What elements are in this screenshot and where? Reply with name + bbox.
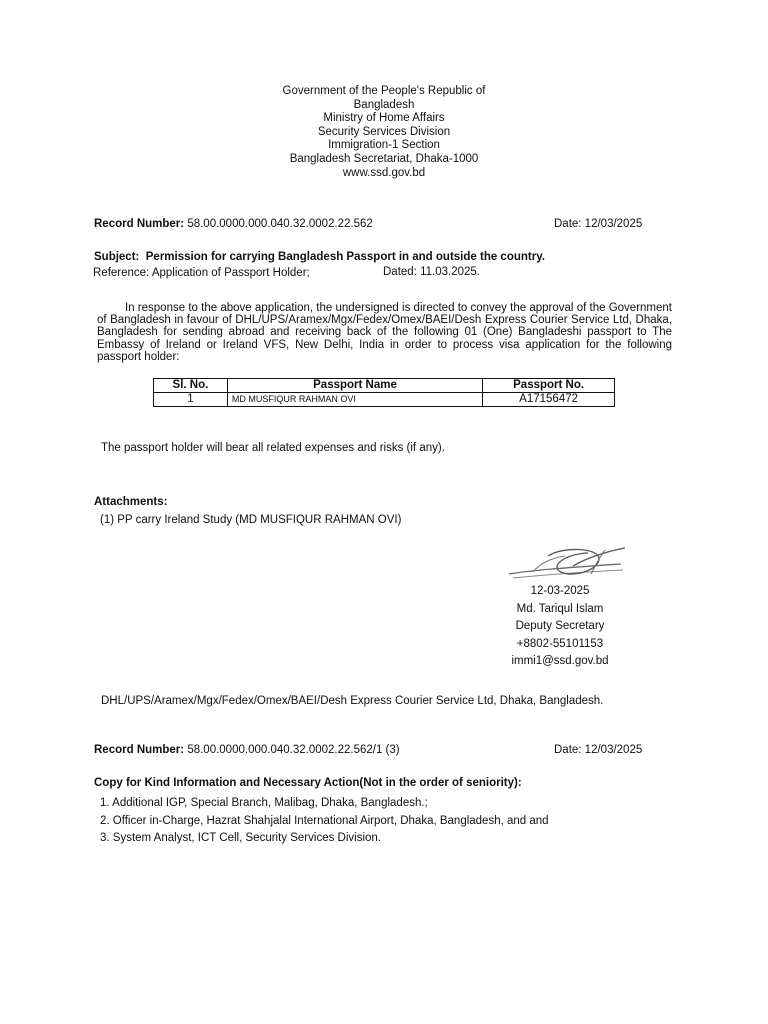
letterhead-line: Bangladesh Secretariat, Dhaka-1000 [289,152,479,165]
reference-text: Application of Passport Holder; [151,267,310,279]
table-header-row [154,379,615,393]
letterhead-line: Bangladesh [353,98,415,111]
record-number-value-2: 58.00.0000.000.040.32.0002.22.562/1 (3) [187,744,400,756]
letterhead-line: Government of the People's Republic of [282,85,486,97]
record-number-label: Record Number: [94,218,185,230]
letterhead-line: Security Services Division [317,125,451,138]
attachments-label: Attachments: [94,496,168,508]
subject-label: Subject: [94,251,140,263]
letterhead [0,85,768,180]
recipient-line: DHL/UPS/Aramex/Mgx/Fedex/Omex/BAEI/Desh Express Courier Service Ltd, Dhaka, Bangladesh. [101,695,604,707]
attachment-item: (1) PP carry Ireland Study (MD MUSFIQUR RAHMAN OVI) [100,514,402,526]
passport-table [153,378,615,407]
record-number-value: 58.00.0000.000.040.32.0002.22.562 [187,218,373,230]
record-number-row-2 [94,744,400,756]
signature-image [503,544,628,582]
record-date: Date: 12/03/2025 [554,218,643,230]
record-number-row [94,218,373,230]
table-cell-sl: 1 [154,393,228,407]
reference-label: Reference: [93,267,150,279]
copy-list [100,795,549,848]
list-item: 1. Additional IGP, Special Branch, Malibag, Dhaka, Bangladesh.; [100,797,428,809]
record-date-2: Date: 12/03/2025 [554,744,643,756]
subject-text: Permission for carrying Bangladesh Passport in and outside the country. [145,251,545,263]
body-paragraph [97,302,672,363]
reference-line [93,267,310,279]
subject-line [94,251,545,263]
copy-heading: Copy for Kind Information and Necessary Action(Not in the order of seniority): [94,777,522,789]
letterhead-line: Immigration-1 Section [328,139,440,152]
reference-dated: Dated: 11.03.2025. [383,266,480,278]
body-paragraph-text: In response to the above application, the undersigned is directed to convey the approval of the Government of Bangladesh in favour of DHL/UPS/Aramex/Mgx/Fedex/Omex/BAEI/Desh Express Courier Service Ltd, Dhaka, Bangladesh for sending abroad and receiving back of the following 01 (One) Bangladeshi passport to The Embassy of Ireland or Ireland VFS, New Delhi, India in order to process visa application for the following passport holder: [97,302,672,363]
list-item: 3. System Analyst, ICT Cell, Security Services Division. [100,832,381,844]
table-header-sl: Sl. No. [154,379,228,393]
table-cell-name: MD MUSFIQUR RAHMAN OVI [227,393,482,407]
table-header-name: Passport Name [227,379,482,393]
letterhead-line: Ministry of Home Affairs [323,112,445,125]
table-row [154,393,615,407]
table-header-passport-no: Passport No. [483,379,615,393]
expenses-note: The passport holder will bear all related expenses and risks (if any). [101,442,445,454]
signatory-phone: +8802-55101153 [516,637,604,650]
signatory-block [470,583,650,671]
record-number-label-2: Record Number: [94,744,185,756]
letterhead-website: www.ssd.gov.bd [342,166,426,179]
list-item: 2. Officer in-Charge, Hazrat Shahjalal International Airport, Dhaka, Bangladesh, and and [100,814,549,827]
signatory-email: immi1@ssd.gov.bd [511,655,609,667]
table-cell-passport-no: A17156472 [483,393,615,407]
signatory-name: Md. Tariqul Islam [516,602,604,615]
signatory-title: Deputy Secretary [515,620,605,632]
signatory-date: 12-03-2025 [530,585,590,597]
